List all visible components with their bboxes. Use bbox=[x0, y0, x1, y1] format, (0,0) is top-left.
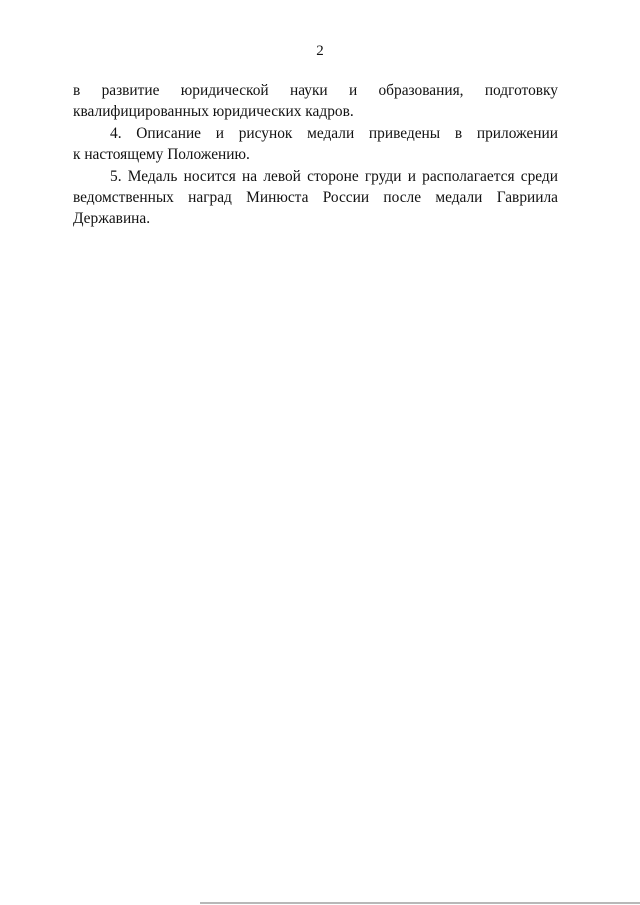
paragraph-item-4 bbox=[73, 123, 558, 166]
text-line: Державина. bbox=[73, 210, 151, 228]
text-line: к настоящему Положению. bbox=[73, 146, 250, 164]
text-line: 5. Медаль носится на левой стороне груди и располагается среди bbox=[110, 167, 558, 185]
document-body bbox=[73, 80, 558, 230]
page-number: 2 bbox=[316, 43, 324, 59]
text-line: в развитие юридической науки и образования, подготовку bbox=[73, 82, 558, 99]
text-line: ведомственных наград Минюста России после медали Гавриила bbox=[73, 188, 558, 206]
paragraph-item-5 bbox=[73, 166, 558, 230]
text-line: 4. Описание и рисунок медали приведены в приложении bbox=[110, 124, 558, 142]
paragraph-continuation bbox=[73, 80, 558, 123]
text-line: квалифицированных юридических кадров. bbox=[73, 103, 354, 121]
scan-edge-divider bbox=[200, 902, 640, 904]
